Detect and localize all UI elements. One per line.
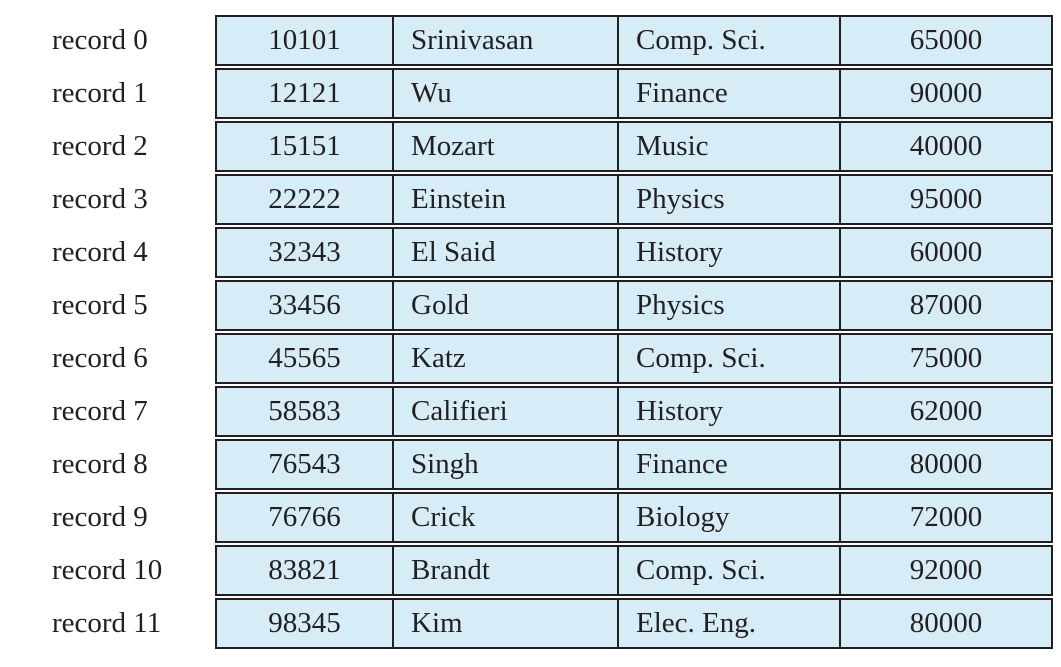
cell-dept-name: Physics (617, 282, 839, 329)
record-box (215, 227, 1053, 278)
table-row (0, 121, 1061, 172)
record-label: record 2 (52, 130, 148, 162)
cell-id: 10101 (268, 24, 341, 56)
table-row (0, 280, 1061, 331)
record-label: record 11 (52, 607, 162, 639)
record-box (215, 333, 1053, 384)
cell-salary: 80000 (839, 441, 1051, 488)
record-box (215, 280, 1053, 331)
cell-name: Katz (392, 335, 617, 382)
cell-name: Srinivasan (392, 17, 617, 64)
cell-salary: 92000 (839, 547, 1051, 594)
table-row (0, 68, 1061, 119)
record-label: record 8 (52, 448, 148, 480)
table-row (0, 386, 1061, 437)
record-box (215, 68, 1053, 119)
record-label: record 5 (52, 289, 148, 321)
cell-salary: 80000 (839, 600, 1051, 647)
cell-salary: 72000 (839, 494, 1051, 541)
cell-id: 76543 (268, 448, 341, 480)
cell-dept-name: Finance (617, 441, 839, 488)
record-label: record 7 (52, 395, 148, 427)
cell-id: 32343 (268, 236, 341, 268)
table-row (0, 174, 1061, 225)
record-label: record 6 (52, 342, 148, 374)
cell-dept-name: Physics (617, 176, 839, 223)
record-label: record 4 (52, 236, 148, 268)
cell-salary: 75000 (839, 335, 1051, 382)
cell-name: Califieri (392, 388, 617, 435)
record-rows (0, 15, 1061, 649)
record-label: record 0 (52, 24, 148, 56)
cell-id: 45565 (268, 342, 341, 374)
record-label: record 9 (52, 501, 148, 533)
cell-id: 83821 (268, 554, 341, 586)
cell-name: Brandt (392, 547, 617, 594)
record-box (215, 174, 1053, 225)
table-row (0, 15, 1061, 66)
cell-dept-name: History (617, 229, 839, 276)
record-label: record 1 (52, 77, 148, 109)
cell-name: Wu (392, 70, 617, 117)
cell-salary: 62000 (839, 388, 1051, 435)
cell-id: 15151 (268, 130, 341, 162)
cell-dept-name: History (617, 388, 839, 435)
cell-name: Singh (392, 441, 617, 488)
cell-name: Crick (392, 494, 617, 541)
cell-name: El Said (392, 229, 617, 276)
table-row (0, 598, 1061, 649)
table-row (0, 227, 1061, 278)
cell-id: 12121 (268, 77, 341, 109)
cell-dept-name: Comp. Sci. (617, 335, 839, 382)
cell-dept-name: Biology (617, 494, 839, 541)
record-box (215, 598, 1053, 649)
cell-id: 58583 (268, 395, 341, 427)
table-row (0, 333, 1061, 384)
cell-salary: 95000 (839, 176, 1051, 223)
record-box (215, 121, 1053, 172)
cell-dept-name: Music (617, 123, 839, 170)
cell-salary: 65000 (839, 17, 1051, 64)
record-box (215, 386, 1053, 437)
record-box (215, 492, 1053, 543)
cell-id: 33456 (268, 289, 341, 321)
record-label: record 10 (52, 554, 163, 586)
cell-id: 22222 (268, 183, 341, 215)
cell-salary: 90000 (839, 70, 1051, 117)
cell-salary: 87000 (839, 282, 1051, 329)
table-row (0, 492, 1061, 543)
cell-salary: 60000 (839, 229, 1051, 276)
cell-dept-name: Comp. Sci. (617, 17, 839, 64)
record-box (215, 439, 1053, 490)
cell-dept-name: Comp. Sci. (617, 547, 839, 594)
cell-name: Kim (392, 600, 617, 647)
table-row (0, 439, 1061, 490)
cell-name: Mozart (392, 123, 617, 170)
cell-dept-name: Elec. Eng. (617, 600, 839, 647)
cell-name: Einstein (392, 176, 617, 223)
cell-dept-name: Finance (617, 70, 839, 117)
table-row (0, 545, 1061, 596)
cell-salary: 40000 (839, 123, 1051, 170)
cell-name: Gold (392, 282, 617, 329)
record-box (215, 15, 1053, 66)
record-box (215, 545, 1053, 596)
cell-id: 76766 (268, 501, 341, 533)
record-label: record 3 (52, 183, 148, 215)
cell-id: 98345 (268, 607, 341, 639)
